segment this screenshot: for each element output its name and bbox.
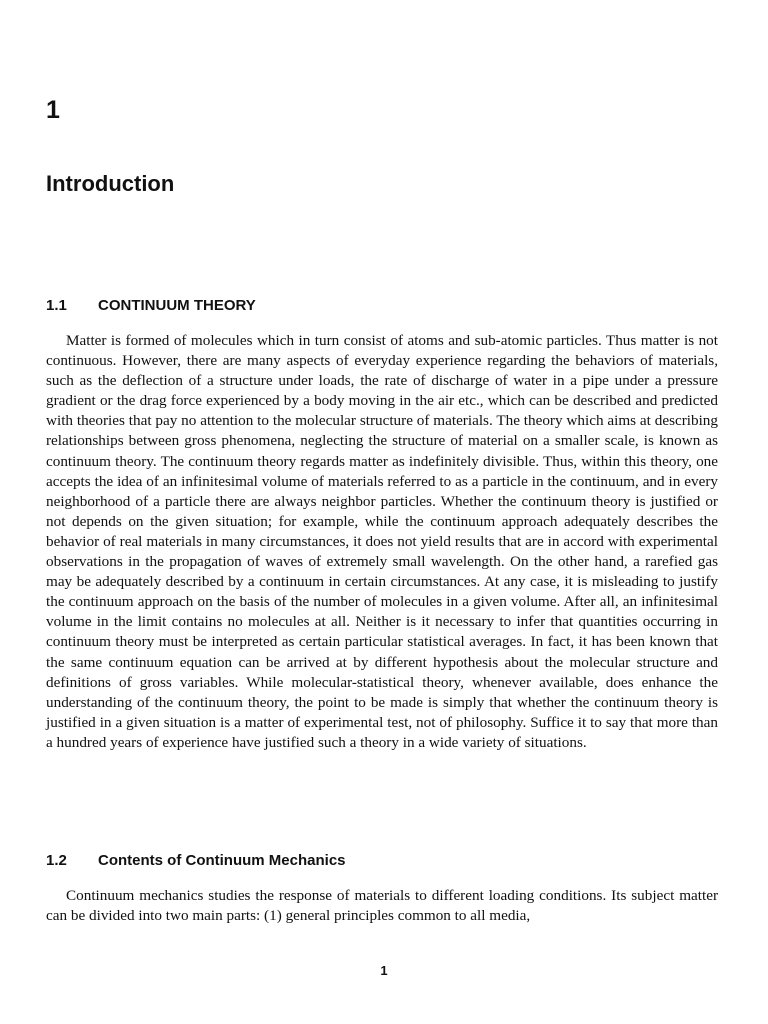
section-number: 1.1: [46, 297, 67, 314]
section-heading-contents: [46, 852, 346, 869]
section-paragraph: Continuum mechanics studies the response of materials to different loading conditions. Its subject matter can be divided into two main parts: (1) general principles common to all media,: [46, 887, 718, 925]
section-title: CONTINUUM THEORY: [98, 297, 256, 314]
chapter-title: Introduction: [46, 171, 175, 196]
section-paragraph: Matter is formed of molecules which in turn consist of atoms and sub-atomic particles. Thus matter is not continuous. However, there are many aspects of everyday experience regarding the behaviors of materials, such as the deflection of a structure under loads, the rate of discharge of water in a pipe under a pressure gradient or the drag force experienced by a body moving in the air etc., which can be described and predicted with theories that pay no attention to the molecular structure of materials. The theory which aims at describing relationships between gross phenomena, neglecting the structure of material on a smaller scale, is known as continuum theory. The continuum theory regards matter as indefinitely divisible. Thus, within this theory, one accepts the idea of an infinitesimal volume of materials referred to as a particle in the continuum, and in every neighborhood of a particle there are always neighbor particles. Whether the continuum theory is justified or not depends on the given situation; for example, while the continuum approach adequately describes the behavior of real materials in many circumstances, it does not yield results that are in accord with experimental observations in the propagation of waves of extremely small wavelength. On the other hand, a rarefied gas may be adequately described by a continuum in certain circumstances. At any case, it is misleading to justify the continuum approach on the basis of the number of molecules in a given volume. After all, an infinitesimal volume in the limit contains no molecules at all. Neither is it necessary to infer that quantities occurring in continuum theory must be interpreted as certain particular statistical averages. In fact, it has been known that the same continuum equation can be arrived at by different hypothesis about the molecular structure and definitions of gross variables. While molecular-statistical theory, whenever available, does enhance the understanding of the continuum theory, the point to be made is simply that whether the continuum theory is justified in a given situation is a matter of experimental test, not of philosophy. Suffice it to say that more than a hundred years of experience have justified such a theory in a wide variety of situations.: [46, 332, 718, 751]
section-number: 1.2: [46, 852, 67, 869]
page-number: 1: [380, 963, 388, 978]
section-title: Contents of Continuum Mechanics: [98, 852, 346, 869]
chapter-number: 1: [46, 96, 60, 124]
section-heading-continuum-theory: [46, 297, 256, 314]
